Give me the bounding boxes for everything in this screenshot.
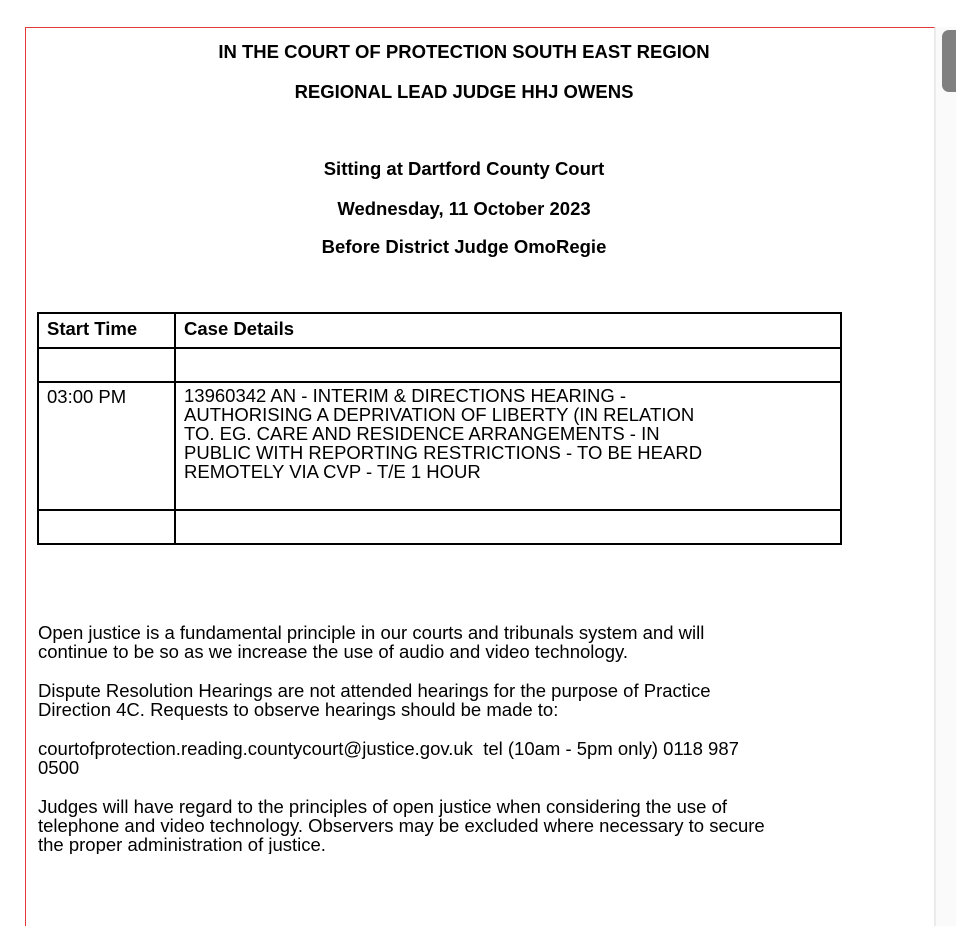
case-details-cell bbox=[175, 348, 841, 382]
case-details-line: PUBLIC WITH REPORTING RESTRICTIONS - TO BE HEARD bbox=[184, 442, 703, 463]
paragraph-line: Direction 4C. Requests to observe hearings should be made to: bbox=[38, 699, 559, 720]
scrollbar-thumb[interactable] bbox=[942, 30, 956, 92]
lead-judge: REGIONAL LEAD JUDGE HHJ OWENS bbox=[294, 81, 634, 102]
judges-paragraph bbox=[38, 797, 935, 854]
court-title: IN THE COURT OF PROTECTION SOUTH EAST REGION bbox=[218, 41, 710, 62]
case-details-line: REMOTELY VIA CVP - T/E 1 HOUR bbox=[184, 461, 481, 482]
open-justice-paragraph bbox=[38, 623, 938, 661]
contact-email-line: courtofprotection.reading.countycourt@justice.gov.uk tel (10am - 5pm only) 0118 987 bbox=[38, 738, 739, 759]
hearing-date: Wednesday, 11 October 2023 bbox=[337, 198, 591, 219]
case-details-cell bbox=[175, 510, 841, 544]
paragraph-line: Judges will have regard to the principles of open justice when considering the use of bbox=[38, 797, 728, 817]
paragraph-line: Open justice is a fundamental principle in our courts and tribunals system and will bbox=[38, 622, 705, 643]
paragraph-line: continue to be so as we increase the use of audio and video technology. bbox=[38, 641, 629, 662]
case-details-line: AUTHORISING A DEPRIVATION OF LIBERTY (IN RELATION bbox=[184, 404, 695, 425]
scrollbar-track[interactable] bbox=[935, 27, 956, 926]
sitting-location: Sitting at Dartford County Court bbox=[323, 158, 605, 179]
paragraph-line: telephone and video technology. Observers may be excluded where necessary to secure bbox=[38, 815, 765, 836]
case-details-cell bbox=[175, 382, 841, 510]
table-row bbox=[38, 348, 841, 382]
paragraph-line: 0500 bbox=[38, 757, 80, 778]
hearing-list-table bbox=[37, 312, 842, 545]
paragraph-line: the proper administration of justice. bbox=[38, 834, 326, 854]
table-row bbox=[38, 510, 841, 544]
start-time-cell bbox=[38, 348, 175, 382]
column-header-case-details: Case Details bbox=[175, 313, 841, 348]
case-details-line: TO. EG. CARE AND RESIDENCE ARRANGEMENTS - IN bbox=[184, 423, 660, 444]
before-judge: Before District Judge OmoRegie bbox=[321, 236, 607, 257]
paragraph-line: Dispute Resolution Hearings are not attended hearings for the purpose of Practice bbox=[38, 680, 711, 701]
start-time-cell: 03:00 PM bbox=[38, 382, 175, 510]
case-details-line: 13960342 AN - INTERIM & DIRECTIONS HEARING - bbox=[184, 385, 627, 406]
table-header-row bbox=[38, 313, 841, 348]
table-row bbox=[38, 382, 841, 510]
start-time-cell bbox=[38, 510, 175, 544]
dispute-resolution-paragraph bbox=[38, 681, 938, 719]
column-header-start-time: Start Time bbox=[38, 313, 175, 348]
contact-paragraph bbox=[38, 739, 938, 777]
